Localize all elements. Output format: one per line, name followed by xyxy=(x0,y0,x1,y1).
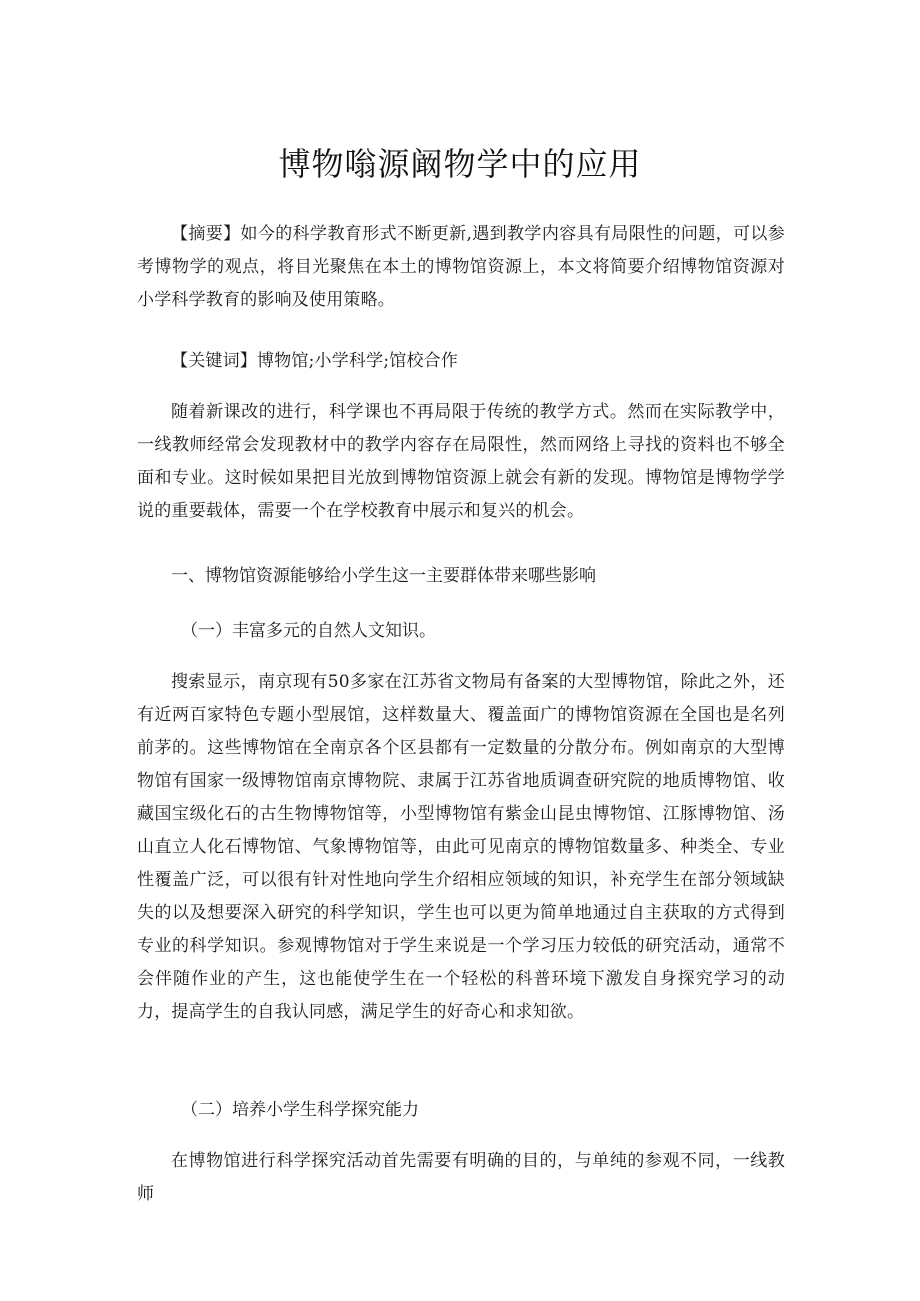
document-title: 博物嗡源阚物学中的应用 xyxy=(278,145,642,183)
section-heading-1: 一、博物馆资源能够给小学生这一主要群体带来哪些影响 xyxy=(171,566,596,586)
subsection-heading-2: （二）培养小学生科学探究能力 xyxy=(181,1100,419,1120)
keywords-paragraph: 【关键词】博物馆;小学科学;馆校合作 xyxy=(171,351,459,371)
subsection-1-body: 搜索显示，南京现有50多家在江苏省文物局有备案的大型博物馆，除此之外，还有近两百家特色专题小型展馆，这样数量大、覆盖面广的博物馆资源在全国也是名列前茅的。这些博物馆在全南京各个区县都有一定数量的分散分布。例如南京的大型博物馆有国家一级博物馆南京博物院、隶属于江苏省地质调查研究院的地质博物馆、收藏国宝级化石的古生物博物馆等，小型博物馆有紫金山昆虫博物馆、江豚博物馆、汤山直立人化石博物馆、气象博物馆等，由此可见南京的博物馆数量多、种类全、专业性覆盖广泛，可以很有针对性地向学生介绍相应领域的知识，补充学生在部分领域缺失的以及想要深入研究的科学知识，学生也可以更为简单地通过自主获取的方式得到专业的科学知识。参观博物馆对于学生来说是一个学习压力较低的研究活动，通常不会伴随作业的产生，这也能使学生在一个轻松的科普环境下激发自身探究学习的动力，提高学生的自我认同感，满足学生的好奇心和求知欲。 xyxy=(137,672,785,1022)
subsection-heading-1: （一）丰富多元的自然人文知识。 xyxy=(181,621,436,641)
abstract-paragraph: 【摘要】如今的科学教育形式不断更新,遇到教学内容具有局限性的问题，可以参考博物学的观点，将目光聚焦在本土的博物馆资源上，本文将简要介绍博物馆资源对小学科学教育的影响及使用策略。 xyxy=(137,224,785,310)
intro-paragraph: 随着新课改的进行，科学课也不再局限于传统的教学方式。然而在实际教学中，一线教师经常会发现教材中的教学内容存在局限性，然而网络上寻找的资料也不够全面和专业。这时候如果把目光放到博物馆资源上就会有新的发现。博物馆是博物学学说的重要载体，需要一个在学校教育中展示和复兴的机会。 xyxy=(137,402,785,521)
subsection-2-body: 在博物馆进行科学探究活动首先需要有明确的目的，与单纯的参观不同，一线教师 xyxy=(137,1151,785,1204)
